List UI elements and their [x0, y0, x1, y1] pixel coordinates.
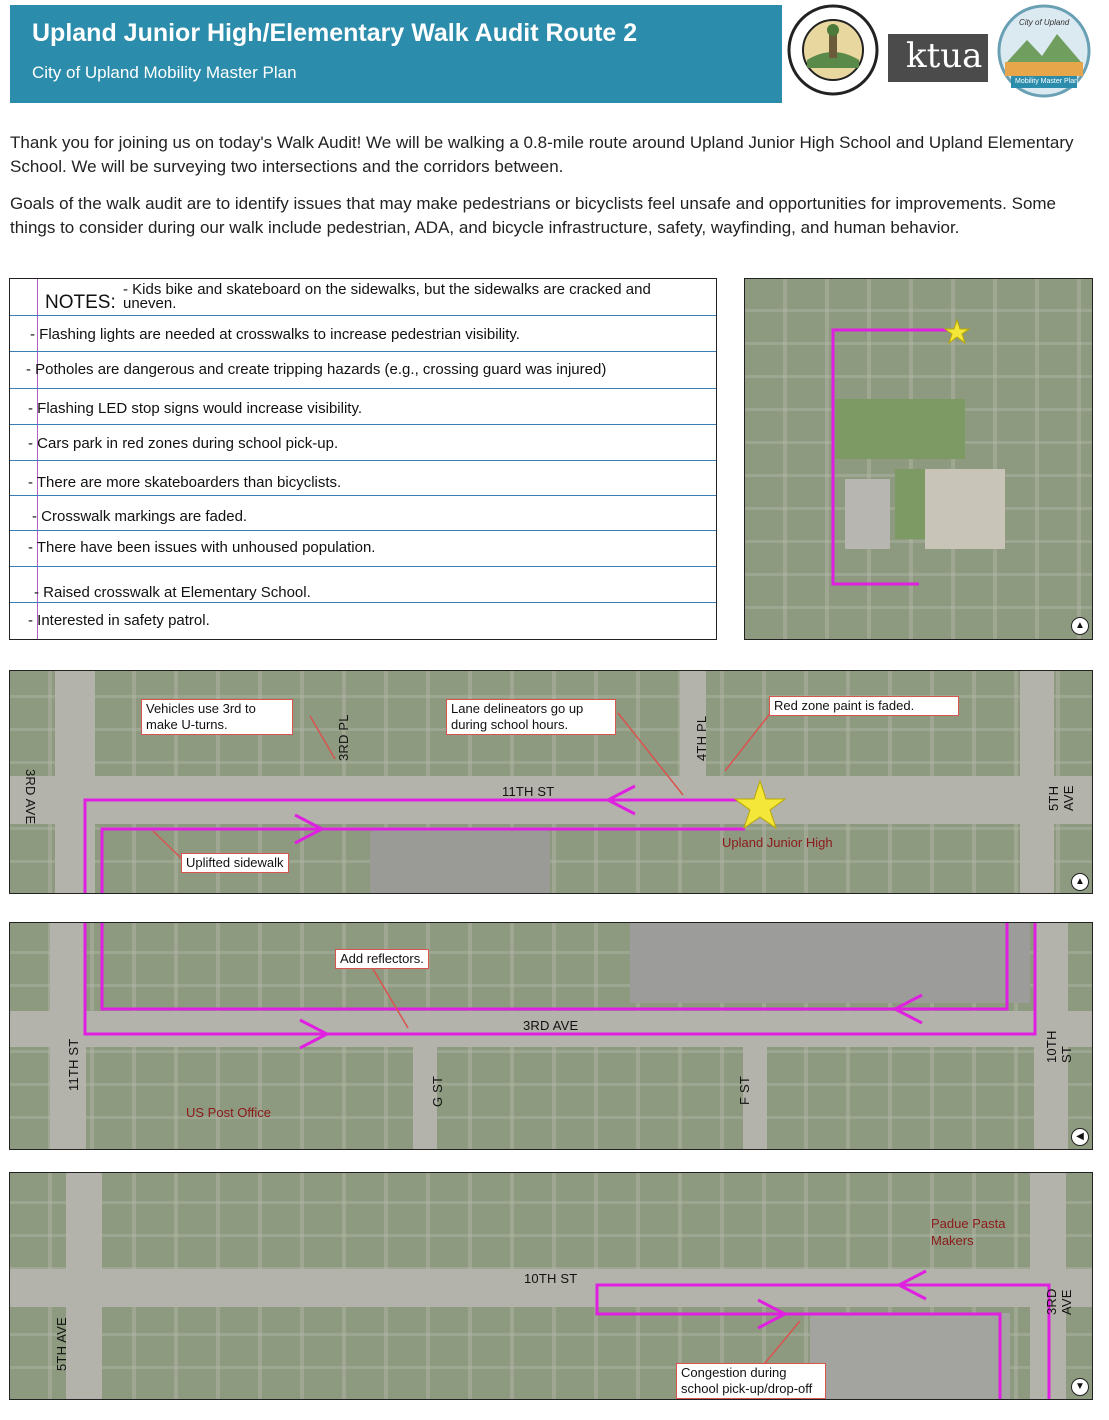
- mmp-logo-top: City of Upland: [1019, 18, 1070, 27]
- callout-uturns: Vehicles use 3rd to make U-turns.: [141, 699, 293, 735]
- map-10th-st[interactable]: [9, 1172, 1093, 1400]
- ktua-logo: [888, 34, 988, 82]
- notes-row: [10, 424, 716, 461]
- street-label: 3RD PL: [336, 714, 351, 761]
- star-icon: [945, 320, 969, 343]
- notes-row: [10, 388, 716, 425]
- street-label: 11TH ST: [66, 1038, 81, 1091]
- route-3rd-ave: [10, 923, 1092, 1149]
- poi-label: Upland Junior High: [722, 835, 833, 850]
- callout-uplifted: Uplifted sidewalk: [181, 853, 289, 873]
- street-label: G ST: [430, 1075, 445, 1107]
- mmp-logo-bottom: Mobility Master Plan: [1015, 78, 1079, 85]
- notes-row: [10, 315, 716, 352]
- intro-paragraph-2: Goals of the walk audit are to identify issues that may make pedestrians or bicyclists feel unsafe and opportunities for improvements. Some things to consider during our walk include pedestrian, ADA, and bicycle infrastructure, safety, wayfinding, and human behavior.: [10, 194, 1057, 237]
- street-label: 3RD AVE: [23, 769, 38, 825]
- notes-row: [10, 460, 716, 496]
- street-label: 5TH AVE: [54, 1317, 69, 1371]
- north-arrow-icon: ▼: [1071, 1378, 1089, 1396]
- map-11th-st[interactable]: [9, 670, 1093, 894]
- note-item: - Cars park in red zones during school pick-up.: [28, 435, 339, 452]
- note-item: - There are more skateboarders than bicyclists.: [28, 474, 342, 491]
- page-title: Upland Junior High/Elementary Walk Audit Route 2: [32, 19, 638, 47]
- note-item: - Flashing lights are needed at crosswalks to increase pedestrian visibility.: [30, 326, 520, 343]
- note-item: - There have been issues with unhoused population.: [28, 539, 376, 556]
- star-icon: [735, 781, 785, 828]
- street-label: 4TH PL: [694, 715, 709, 761]
- street-label: 5TH AVE: [1046, 785, 1076, 811]
- poi-label: US Post Office: [186, 1105, 272, 1120]
- note-item: - Crosswalk markings are faded.: [32, 508, 248, 525]
- callout-reflectors: Add reflectors.: [335, 949, 429, 969]
- street-label: 10TH ST: [524, 1271, 578, 1286]
- mobility-plan-logo: [997, 4, 1091, 98]
- page-subtitle: City of Upland Mobility Master Plan: [32, 63, 297, 82]
- north-arrow-icon: ▲: [1071, 873, 1089, 891]
- north-arrow-icon: ◀: [1071, 1128, 1089, 1146]
- callout-redzone: Red zone paint is faded.: [769, 696, 959, 716]
- street-label: F ST: [737, 1076, 752, 1105]
- notes-box: [9, 278, 717, 640]
- notes-row: [10, 530, 716, 567]
- north-arrow-icon: ▲: [1071, 617, 1089, 635]
- note-item: - Raised crosswalk at Elementary School.: [34, 584, 311, 601]
- callout-congestion: Congestion during school pick-up/drop-off: [676, 1363, 826, 1399]
- route-10th-st: [10, 1173, 1092, 1399]
- note-item: - Flashing LED stop signs would increase visibility.: [28, 400, 363, 417]
- notes-heading: NOTES:: [45, 292, 116, 313]
- notes-row: [10, 566, 716, 603]
- street-label: 10TH ST: [1044, 1030, 1074, 1063]
- notes-row: [10, 602, 716, 638]
- notes-row: [10, 351, 716, 389]
- title-banner: [10, 5, 782, 103]
- notes-row: [10, 495, 716, 531]
- city-seal-logo: [787, 4, 879, 96]
- callout-delineators: Lane delineators go up during school hours.: [446, 699, 616, 735]
- street-label: 3RD AVE: [523, 1018, 579, 1033]
- overview-route: [745, 279, 1092, 639]
- note-item: - Kids bike and skateboard on the sidewalks, but the sidewalks are cracked and uneven.: [123, 281, 651, 312]
- street-label: 11TH ST: [502, 784, 555, 799]
- poi-label: Padue Pasta Makers: [931, 1216, 1006, 1248]
- map-3rd-ave[interactable]: [9, 922, 1093, 1150]
- ktua-logo-text: ktua: [906, 36, 983, 76]
- note-item: - Potholes are dangerous and create tripping hazards (e.g., crossing guard was injured): [26, 361, 607, 378]
- notes-row: [10, 279, 716, 316]
- street-label: 3RD AVE: [1044, 1288, 1074, 1315]
- note-item: - Interested in safety patrol.: [28, 612, 210, 629]
- overview-map[interactable]: [744, 278, 1093, 640]
- intro-paragraph-1: Thank you for joining us on today's Walk Audit! We will be walking a 0.8-mile route around Upland Junior High School and Upland Elementary School. We will be surveying two intersections and the corridors between.: [10, 133, 1074, 176]
